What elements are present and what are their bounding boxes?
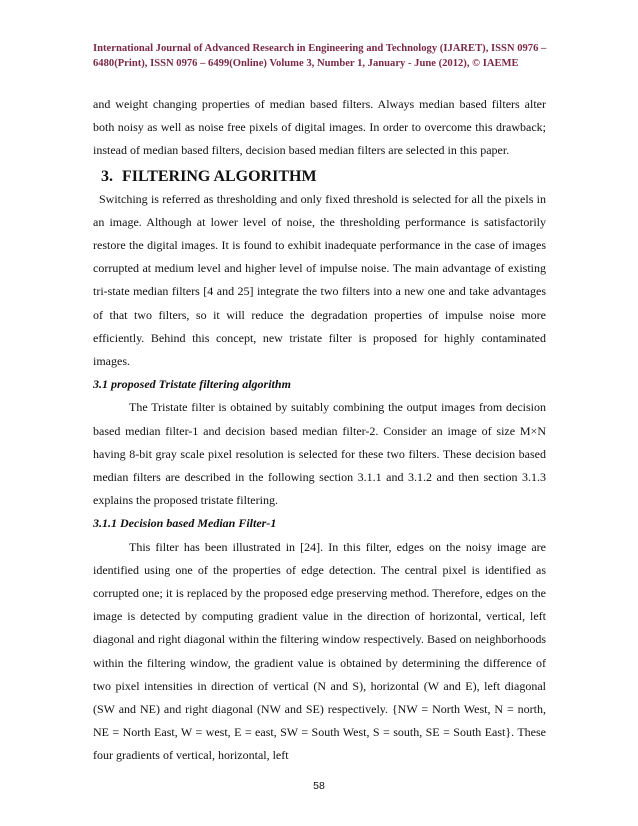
section-heading-filtering-algorithm: [93, 166, 546, 188]
section-number: 3.: [101, 167, 113, 185]
subsection-heading-3-1: 3.1 proposed Tristate filtering algorithm: [93, 377, 291, 392]
intro-paragraph: and weight changing properties of median based filters. Always median based filters alter both noisy as well as noise free pixels of digital images. In order to overcome this drawback; instead of median based filters, decision based median filters are selected in this paper.: [93, 97, 546, 158]
journal-header-line-1: International Journal of Advanced Research in Engineering and Technology (IJARET), ISSN 0976 –: [93, 43, 547, 54]
subsection-3-1-paragraph: The Tristate filter is obtained by suitably combining the output images from decision based median filter-1 and decision based median filter-2. Consider an image of size M×N having 8-bit gray scale pixel resolution is selected for these two filters. These decision based median filters are described in the following section 3.1.1 and 3.1.2 and then section 3.1.3 explains the proposed tristate filtering.: [93, 400, 546, 508]
article-body: [93, 93, 546, 768]
journal-header-line-2: 6480(Print), ISSN 0976 – 6499(Online) Volume 3, Number 1, January - June (2012), © IAEME: [93, 58, 519, 69]
subsection-heading-3-1-1: 3.1.1 Decision based Median Filter-1: [93, 516, 277, 531]
journal-header: [93, 41, 553, 71]
section-title: FILTERING ALGORITHM: [122, 167, 317, 185]
section3-paragraph: Switching is referred as thresholding and only fixed threshold is selected for all the pixels in an image. Although at lower level of noise, the thresholding performance is satisfactorily restore the digital images. It is found to exhibit inadequate performance in the case of images corrupted at medium level and higher level of impulse noise. The main advantage of existing tri-state median filters [4 and 25] integrate the two filters into a new one and take advantages of that two filters, so it will reduce the degradation properties of impulse noise more efficiently. Behind this concept, new tristate filter is proposed for highly contaminated images.: [93, 191, 546, 369]
subsection-3-1-1-paragraph: This filter has been illustrated in [24]. In this filter, edges on the noisy image are identified using one of the properties of edge detection. The central pixel is identified as corrupted one; it is replaced by the proposed edge preserving method. Therefore, edges on the image is detected by computing gradient value in the direction of horizontal, vertical, left diagonal and right diagonal within the filtering window respectively. Based on neighborhoods within the filtering window, the gradient value is obtained by determining the difference of two pixel intensities in direction of vertical (N and S), horizontal (W and E), left diagonal (SW and NE) and right diagonal (NW and SE) respectively. {NW = North West, N = north, NE = North East, W = west, E = east, SW = South West, S = south, SE = South East}. These four gradients of vertical, horizontal, left: [93, 539, 546, 763]
page-number: 58: [313, 780, 325, 792]
